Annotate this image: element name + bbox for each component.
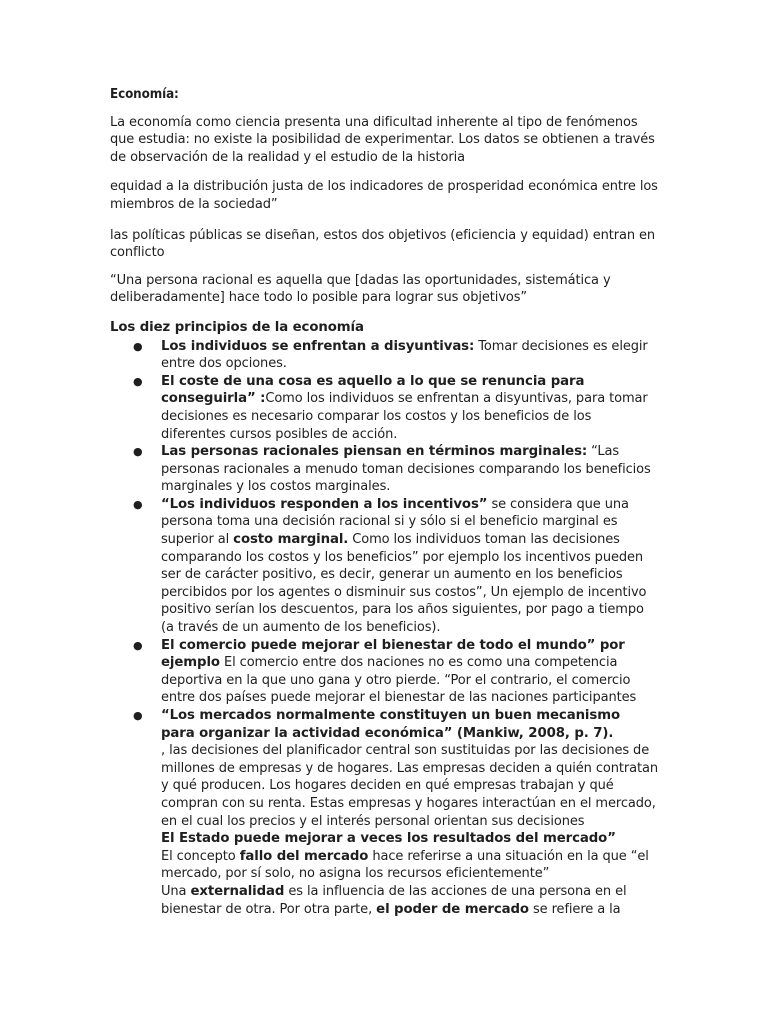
fallo-term: fallo del mercado xyxy=(239,848,369,864)
principles-list xyxy=(110,338,658,831)
bullet-icon: ● xyxy=(133,339,143,353)
equidad-paragraph: equidad a la distribución justa de los indicadores de prosperidad económica entre los miembros de la sociedad” xyxy=(110,179,658,212)
principle-text: se considera que una persona toma una decisión racional si y sólo si el beneficio marginal es superior al xyxy=(161,496,629,548)
bullet-icon: ● xyxy=(133,709,143,722)
racional-quote-paragraph: “Una persona racional es aquella que [dadas las oportunidades, sistemática y deliberadamente] hace todo lo posible para lograr sus objetivos” xyxy=(110,272,611,306)
bullet-icon: ● xyxy=(133,445,143,459)
principle-title: “Los individuos responden a los incentivos” xyxy=(161,496,488,512)
externalidad-text-post: se refiere a la xyxy=(528,901,621,917)
bullet-icon: ● xyxy=(133,374,143,388)
bullet-icon: ● xyxy=(133,638,143,652)
list-item xyxy=(110,637,658,707)
principle-title: “Los mercados normalmente constituyen un buen mecanismo para organizar la actividad económica” (Mankiw, 2008, p. 7). xyxy=(161,708,620,741)
principle-term: costo marginal. xyxy=(233,532,349,548)
list-item xyxy=(110,443,658,496)
fallo-text-post: hace referirse a una situación en la que “el mercado, por sí solo, no asigna los recursos eficientemente” xyxy=(161,848,649,882)
estado-title: El Estado puede mejorar a veces los resultados del mercado” xyxy=(161,831,616,847)
principle-text: Como los individuos se enfrentan a disyuntivas, para tomar decisiones es necesario comparar los costos y los beneficios de los diferentes cursos posibles de acción. xyxy=(161,391,648,442)
principle-text: “Las personas racionales a menudo toman decisiones comparando los beneficios marginales y los costos marginales. xyxy=(161,444,651,495)
fallo-text-pre: El concepto xyxy=(161,848,240,864)
principle-title: El coste de una cosa es aquello a lo que se renuncia para conseguirla” : xyxy=(161,373,585,407)
list-item xyxy=(110,373,658,443)
list-item xyxy=(110,707,658,830)
principle-title: El comercio puede mejorar el bienestar de todo el mundo” por ejemplo xyxy=(161,637,625,671)
fallo-mercado-paragraph xyxy=(110,848,658,883)
principle-text: , las decisiones del planificador central son sustituidas por las decisiones de millones de empresas y de hogares. Las empresas deciden a quién contratan y qué producen. Los hogares deciden en qué empresas trabajan y qué compran con su renta. Estas empresas y hogares interactúan en el mercado, en el cual los precios y el interés personal orientan sus decisiones xyxy=(161,743,658,829)
principle-text: Tomar decisiones es elegir entre dos opciones. xyxy=(161,338,648,372)
externalidad-paragraph xyxy=(110,883,658,918)
list-item xyxy=(110,496,658,637)
section-title: Los diez principios de la economía xyxy=(110,319,364,335)
poder-mercado-term: el poder de mercado xyxy=(376,901,529,917)
principle-title: Los individuos se enfrentan a disyuntivas: xyxy=(161,338,475,354)
externalidad-term: externalidad xyxy=(190,883,285,899)
principle-text: El comercio entre dos naciones no es como una competencia deportiva en la que uno gana y otro pierde. “Por el contrario, el comercio entre dos países puede mejorar el bienestar de las naciones participantes xyxy=(161,655,637,706)
document-page xyxy=(110,86,658,918)
politicas-paragraph: las políticas públicas se diseñan, estos dos objetivos (eficiencia y equidad) entran en conflicto xyxy=(110,227,656,261)
principle-title: Las personas racionales piensan en términos marginales: xyxy=(161,444,588,460)
intro-paragraph: La economía como ciencia presenta una dificultad inherente al tipo de fenómenos que estudia: no existe la posibilidad de experimentar. Los datos se obtienen a través de observación de la realidad y el estudio de la historia xyxy=(110,114,655,165)
bullet-icon: ● xyxy=(133,497,143,511)
externalidad-text-pre: Una xyxy=(161,883,191,899)
list-item xyxy=(110,338,658,373)
page-title: Economía: xyxy=(110,87,179,102)
principle-text-continued: Como los individuos toman las decisiones comparando los costos y los beneficios” por ejemplo los incentivos pueden ser de carácter positivo, es decir, generar un aumento en los beneficios percibidos por los agentes o disminuir sus costos”, Un ejemplo de incentivo positivo serían los descuentos, para los años siguientes, por pago a tiempo (a través de un aumento de los beneficios). xyxy=(161,532,647,636)
externalidad-text-mid: es la influencia de las acciones de una persona en el bienestar de otra. Por otra parte, xyxy=(161,883,627,917)
